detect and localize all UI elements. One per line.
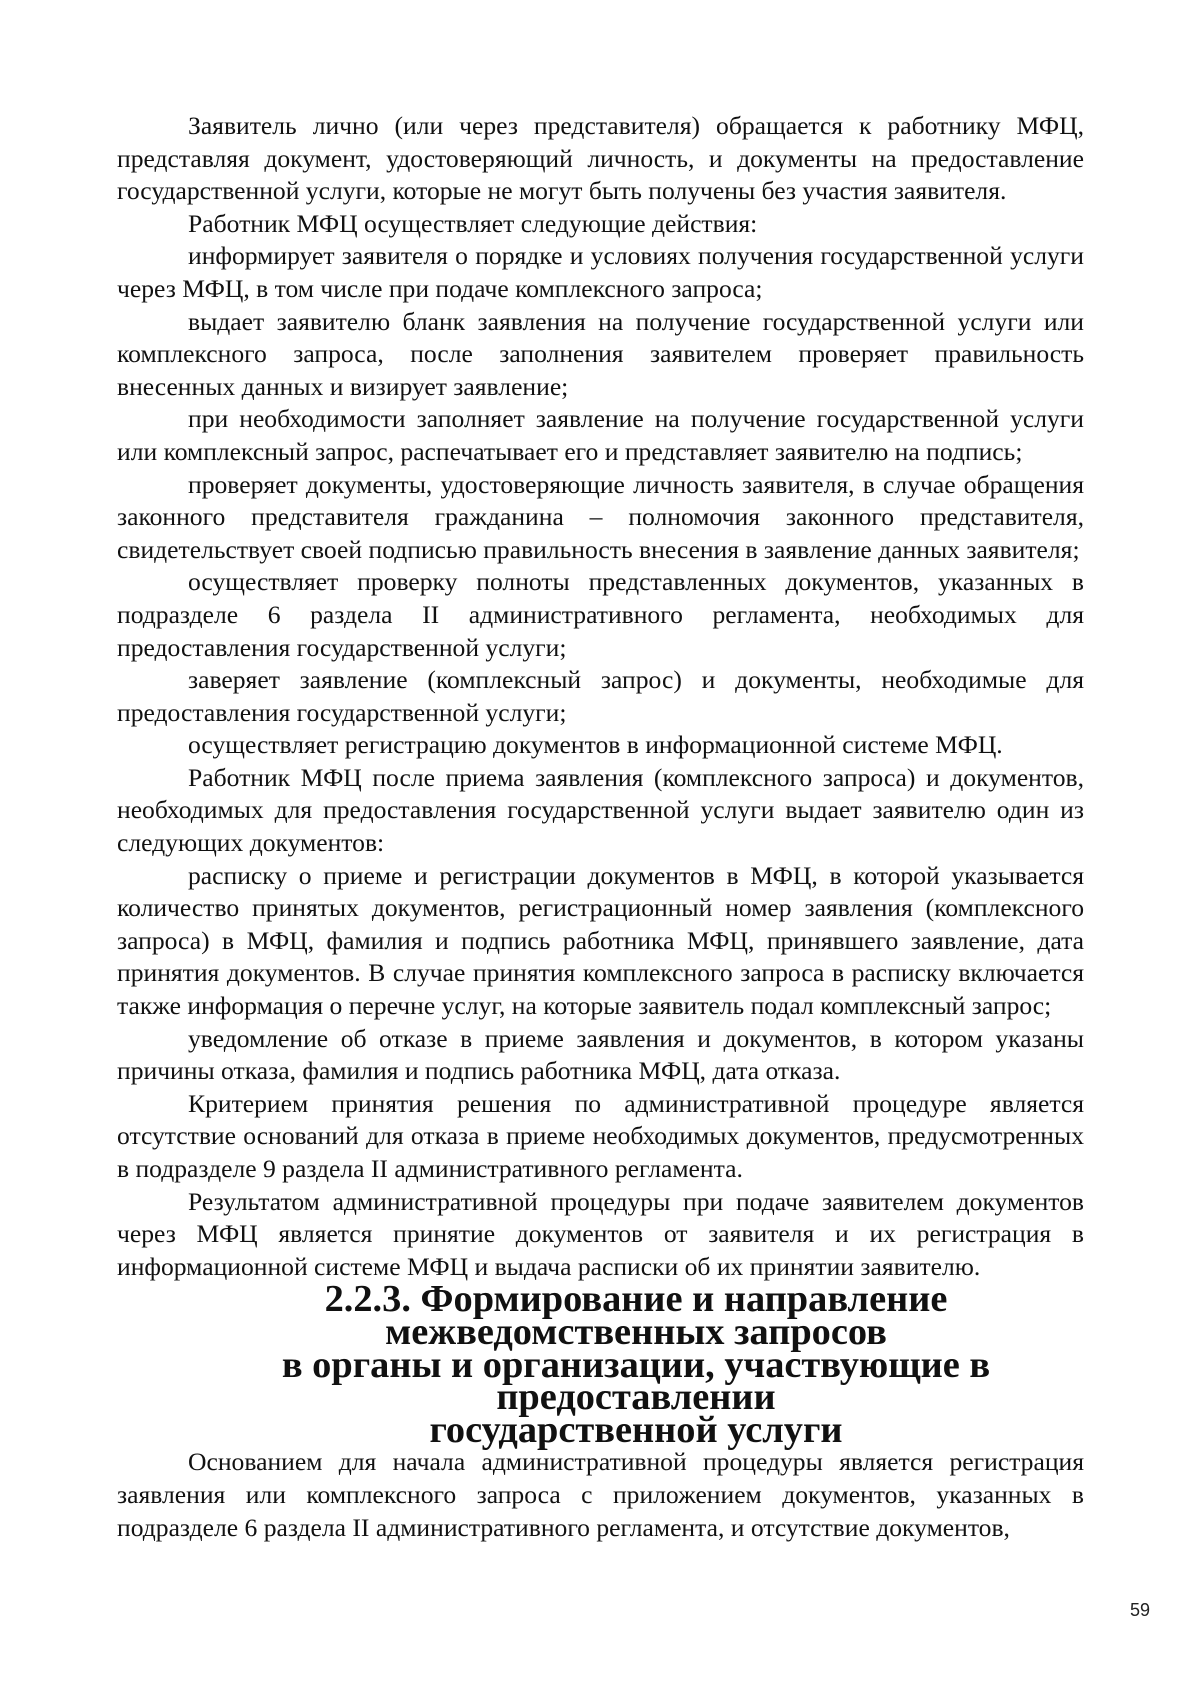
paragraph: расписку о приеме и регистрации документов в МФЦ, в которой указывается количество принятых документов, регистрационный номер заявления (комплексного запроса) в МФЦ, фамилия и подпись работника МФЦ, принявшего заявление, дата принятия документов. В случае принятия комплексного запроса в расписку включается также информация о перечне услуг, на которые заявитель подал комплексный запрос; (117, 860, 1084, 1021)
paragraph: осуществляет регистрацию документов в информационной системе МФЦ. (188, 730, 1003, 760)
paragraph: Результатом административной процедуры при подаче заявителем документов через МФЦ является принятие документов от заявителя и их регистрация в информационной системе МФЦ и выдача расписки об их принятии заявителю. (117, 1186, 1084, 1281)
section-heading-line: 2.2.3. Формирование и направление межведомственных запросов (324, 1278, 948, 1353)
section-heading-line: в органы и организации, участвующие в предоставлении (281, 1343, 991, 1419)
paragraph: проверяет документы, удостоверяющие личность заявителя, в случае обращения законного представителя гражданина – полномочия законного представителя, свидетельствует своей подписью правильность внесения в заявление данных заявителя; (117, 469, 1084, 564)
paragraph: Критерием принятия решения по административной процедуре является отсутствие оснований для отказа в приеме необходимых документов, предусмотренных в подразделе 9 раздела II административного регламента. (117, 1088, 1084, 1183)
section-heading-line: государственной услуги (429, 1408, 843, 1451)
paragraph: заверяет заявление (комплексный запрос) и документы, необходимые для предоставления государственной услуги; (117, 665, 1084, 727)
section-heading (117, 1278, 1084, 1451)
paragraph: уведомление об отказе в приеме заявления и документов, в котором указаны причины отказа, фамилия и подпись работника МФЦ, дата отказа. (117, 1023, 1084, 1086)
paragraph: Основанием для начала административной процедуры является регистрация заявления или комплексного запроса с приложением документов, указанных в подразделе 6 раздела II административного регламента, и отсутствие документов, (117, 1447, 1084, 1542)
paragraph: выдает заявителю бланк заявления на получение государственной услуги или комплексного запроса, после заполнения заявителем проверяет правильность внесенных данных и визирует заявление; (117, 306, 1084, 401)
paragraph: при необходимости заполняет заявление на получение государственной услуги или комплексный запрос, распечатывает его и представляет заявителю на подпись; (117, 404, 1084, 466)
paragraph: информирует заявителя о порядке и условиях получения государственной услуги через МФЦ, в том числе при подаче комплексного запроса; (117, 241, 1084, 303)
paragraph: Заявитель лично (или через представителя) обращается к работнику МФЦ, представляя документ, удостоверяющий личность, и документы на предоставление государственной услуги, которые не могут быть получены без участия заявителя. (117, 111, 1084, 206)
paragraph: Работник МФЦ после приема заявления (комплексного запроса) и документов, необходимых для предоставления государственной услуги выдает заявителю один из следующих документов: (117, 762, 1084, 858)
paragraph: осуществляет проверку полноты представленных документов, указанных в подразделе 6 раздела II административного регламента, необходимых для предоставления государственной услуги; (117, 567, 1084, 662)
paragraph: Работник МФЦ осуществляет следующие действия: (188, 208, 758, 238)
document-page (117, 110, 1084, 1544)
page-number: 59 (1129, 1600, 1150, 1620)
